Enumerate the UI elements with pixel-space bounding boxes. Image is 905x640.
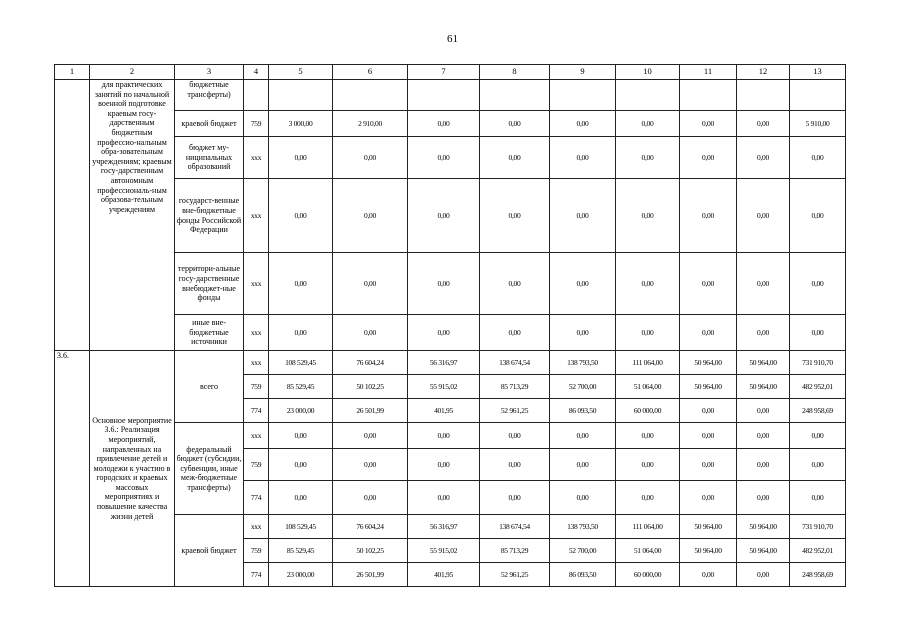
value-cell: 55 915,02 xyxy=(408,539,480,563)
value-cell: 0,00 xyxy=(616,253,680,315)
value-cell: 0,00 xyxy=(737,423,790,449)
column-header: 13 xyxy=(790,65,846,80)
column-header: 12 xyxy=(737,65,790,80)
value-cell: 50 964,00 xyxy=(737,375,790,399)
value-cell: 401,95 xyxy=(408,563,480,587)
value-cell: 482 952,01 xyxy=(790,539,846,563)
value-cell xyxy=(408,80,480,111)
value-cell: 0,00 xyxy=(408,315,480,351)
value-cell: 56 316,97 xyxy=(408,351,480,375)
code-cell: 774 xyxy=(244,563,269,587)
value-cell: 50 102,25 xyxy=(333,539,408,563)
funding-source: федеральный бюджет (субсидии, субвенции, иные меж-бюджетные трансферты) xyxy=(175,423,244,515)
value-cell: 108 529,45 xyxy=(269,351,333,375)
value-cell: 0,00 xyxy=(550,111,616,137)
code-cell: ххх xyxy=(244,315,269,351)
funding-source: всего xyxy=(175,351,244,423)
value-cell: 50 964,00 xyxy=(680,351,737,375)
value-cell: 0,00 xyxy=(737,179,790,253)
value-cell: 50 964,00 xyxy=(737,515,790,539)
value-cell: 0,00 xyxy=(408,111,480,137)
value-cell: 50 964,00 xyxy=(680,375,737,399)
value-cell: 51 064,00 xyxy=(616,375,680,399)
value-cell: 0,00 xyxy=(616,179,680,253)
value-cell: 0,00 xyxy=(550,481,616,515)
value-cell: 85 713,29 xyxy=(480,375,550,399)
value-cell: 23 000,00 xyxy=(269,563,333,587)
value-cell: 0,00 xyxy=(790,137,846,179)
value-cell: 0,00 xyxy=(333,253,408,315)
value-cell: 0,00 xyxy=(737,111,790,137)
value-cell: 0,00 xyxy=(333,315,408,351)
column-header: 2 xyxy=(90,65,175,80)
value-cell: 482 952,01 xyxy=(790,375,846,399)
value-cell: 50 964,00 xyxy=(737,351,790,375)
value-cell: 0,00 xyxy=(790,253,846,315)
value-cell: 0,00 xyxy=(616,315,680,351)
code-cell: ххх xyxy=(244,423,269,449)
code-cell: 759 xyxy=(244,449,269,481)
value-cell: 50 964,00 xyxy=(680,515,737,539)
value-cell: 0,00 xyxy=(737,137,790,179)
value-cell: 0,00 xyxy=(616,481,680,515)
value-cell: 0,00 xyxy=(480,449,550,481)
column-header: 4 xyxy=(244,65,269,80)
value-cell: 76 604,24 xyxy=(333,351,408,375)
value-cell: 0,00 xyxy=(737,399,790,423)
value-cell: 60 000,00 xyxy=(616,399,680,423)
value-cell: 76 604,24 xyxy=(333,515,408,539)
value-cell: 0,00 xyxy=(550,137,616,179)
value-cell: 0,00 xyxy=(616,449,680,481)
value-cell: 50 964,00 xyxy=(737,539,790,563)
value-cell: 0,00 xyxy=(737,315,790,351)
value-cell: 0,00 xyxy=(680,137,737,179)
column-header: 6 xyxy=(333,65,408,80)
measure-description: Основное мероприятие 3.6.: Реализация мероприятий, направленных на привлечение детей и молодежи к участию в городских и краевых массовых мероприятиях и повышение качества жизни детей xyxy=(90,351,175,587)
code-cell: 774 xyxy=(244,399,269,423)
value-cell: 85 529,45 xyxy=(269,539,333,563)
value-cell: 0,00 xyxy=(550,423,616,449)
value-cell: 0,00 xyxy=(680,111,737,137)
value-cell: 248 958,69 xyxy=(790,399,846,423)
value-cell: 0,00 xyxy=(408,253,480,315)
value-cell: 85 713,29 xyxy=(480,539,550,563)
column-header: 3 xyxy=(175,65,244,80)
value-cell: 731 910,70 xyxy=(790,351,846,375)
header-row xyxy=(55,65,846,80)
value-cell: 0,00 xyxy=(737,449,790,481)
value-cell: 0,00 xyxy=(408,179,480,253)
value-cell: 0,00 xyxy=(550,315,616,351)
code-cell: 759 xyxy=(244,111,269,137)
value-cell: 0,00 xyxy=(333,449,408,481)
value-cell: 0,00 xyxy=(480,423,550,449)
value-cell: 0,00 xyxy=(408,449,480,481)
value-cell xyxy=(480,80,550,111)
value-cell xyxy=(680,80,737,111)
value-cell: 50 102,25 xyxy=(333,375,408,399)
value-cell: 85 529,45 xyxy=(269,375,333,399)
value-cell: 0,00 xyxy=(680,481,737,515)
value-cell: 0,00 xyxy=(790,179,846,253)
value-cell: 5 910,00 xyxy=(790,111,846,137)
value-cell: 111 064,00 xyxy=(616,515,680,539)
column-header: 11 xyxy=(680,65,737,80)
value-cell: 0,00 xyxy=(480,253,550,315)
table-row xyxy=(55,80,846,111)
table-row xyxy=(55,351,846,375)
value-cell: 138 793,50 xyxy=(550,351,616,375)
value-cell: 26 501,99 xyxy=(333,399,408,423)
value-cell: 248 958,69 xyxy=(790,563,846,587)
value-cell: 0,00 xyxy=(790,315,846,351)
code-cell: ххх xyxy=(244,253,269,315)
row-number-cell xyxy=(55,80,90,351)
value-cell: 56 316,97 xyxy=(408,515,480,539)
value-cell: 0,00 xyxy=(333,179,408,253)
value-cell xyxy=(790,80,846,111)
page-number: 61 xyxy=(447,33,458,45)
value-cell: 0,00 xyxy=(790,423,846,449)
value-cell: 0,00 xyxy=(333,423,408,449)
code-cell: ххх xyxy=(244,179,269,253)
value-cell: 26 501,99 xyxy=(333,563,408,587)
column-header: 1 xyxy=(55,65,90,80)
value-cell: 138 674,54 xyxy=(480,351,550,375)
value-cell: 0,00 xyxy=(269,137,333,179)
value-cell: 0,00 xyxy=(680,563,737,587)
value-cell: 0,00 xyxy=(550,179,616,253)
value-cell: 0,00 xyxy=(737,481,790,515)
funding-source: краевой бюджет xyxy=(175,111,244,137)
value-cell xyxy=(550,80,616,111)
value-cell xyxy=(333,80,408,111)
value-cell: 0,00 xyxy=(737,563,790,587)
value-cell: 86 093,50 xyxy=(550,563,616,587)
value-cell: 0,00 xyxy=(790,481,846,515)
value-cell: 0,00 xyxy=(269,423,333,449)
value-cell: 0,00 xyxy=(269,481,333,515)
value-cell: 0,00 xyxy=(480,481,550,515)
value-cell: 0,00 xyxy=(269,253,333,315)
value-cell: 0,00 xyxy=(408,137,480,179)
row-number-cell: 3.6. xyxy=(55,351,90,587)
value-cell: 50 964,00 xyxy=(680,539,737,563)
value-cell: 111 064,00 xyxy=(616,351,680,375)
value-cell: 0,00 xyxy=(269,449,333,481)
value-cell: 0,00 xyxy=(333,137,408,179)
value-cell xyxy=(269,80,333,111)
value-cell xyxy=(737,80,790,111)
value-cell: 0,00 xyxy=(680,315,737,351)
budget-table xyxy=(54,64,846,587)
column-header: 10 xyxy=(616,65,680,80)
value-cell: 0,00 xyxy=(616,423,680,449)
value-cell: 731 910,70 xyxy=(790,515,846,539)
measure-description: для практических занятий по начальной военной подготовке краевым госу-дарственным бюджетным профессио-нальным обра-зовательным учреждениям; краевым госу-дарственным автономным профессиональ-ным образова-тельным учреждениям xyxy=(90,80,175,351)
value-cell: 0,00 xyxy=(616,137,680,179)
column-header: 7 xyxy=(408,65,480,80)
funding-source: бюджетные трансферты) xyxy=(175,80,244,111)
value-cell: 52 961,25 xyxy=(480,399,550,423)
value-cell: 0,00 xyxy=(680,179,737,253)
value-cell xyxy=(616,80,680,111)
funding-source: бюджет му-ниципальных образований xyxy=(175,137,244,179)
value-cell: 0,00 xyxy=(480,137,550,179)
value-cell: 401,95 xyxy=(408,399,480,423)
code-cell: 759 xyxy=(244,375,269,399)
value-cell: 0,00 xyxy=(550,449,616,481)
code-cell: 774 xyxy=(244,481,269,515)
value-cell: 52 961,25 xyxy=(480,563,550,587)
funding-source: краевой бюджет xyxy=(175,515,244,587)
value-cell: 0,00 xyxy=(408,481,480,515)
value-cell: 0,00 xyxy=(550,253,616,315)
value-cell: 51 064,00 xyxy=(616,539,680,563)
value-cell: 108 529,45 xyxy=(269,515,333,539)
value-cell: 0,00 xyxy=(680,399,737,423)
value-cell: 55 915,02 xyxy=(408,375,480,399)
value-cell: 52 700,00 xyxy=(550,539,616,563)
value-cell: 138 674,54 xyxy=(480,515,550,539)
column-header: 8 xyxy=(480,65,550,80)
value-cell: 0,00 xyxy=(680,423,737,449)
value-cell: 23 000,00 xyxy=(269,399,333,423)
funding-source: государст-венные вне-бюджетные фонды Российской Федерации xyxy=(175,179,244,253)
value-cell: 0,00 xyxy=(680,449,737,481)
funding-source: территори-альные госу-дарственные внебюджет-ные фонды xyxy=(175,253,244,315)
value-cell: 86 093,50 xyxy=(550,399,616,423)
value-cell: 0,00 xyxy=(408,423,480,449)
value-cell: 2 910,00 xyxy=(333,111,408,137)
code-cell: ххх xyxy=(244,351,269,375)
value-cell: 0,00 xyxy=(480,179,550,253)
value-cell: 60 000,00 xyxy=(616,563,680,587)
code-cell: ххх xyxy=(244,515,269,539)
value-cell: 0,00 xyxy=(480,111,550,137)
value-cell: 0,00 xyxy=(737,253,790,315)
value-cell: 0,00 xyxy=(269,315,333,351)
value-cell: 0,00 xyxy=(616,111,680,137)
value-cell: 0,00 xyxy=(333,481,408,515)
value-cell: 52 700,00 xyxy=(550,375,616,399)
code-cell: ххх xyxy=(244,137,269,179)
funding-source: иные вне-бюджетные источники xyxy=(175,315,244,351)
value-cell: 138 793,50 xyxy=(550,515,616,539)
value-cell: 0,00 xyxy=(680,253,737,315)
value-cell: 0,00 xyxy=(790,449,846,481)
value-cell: 3 000,00 xyxy=(269,111,333,137)
column-header: 9 xyxy=(550,65,616,80)
column-header: 5 xyxy=(269,65,333,80)
value-cell: 0,00 xyxy=(480,315,550,351)
code-cell: 759 xyxy=(244,539,269,563)
value-cell: 0,00 xyxy=(269,179,333,253)
code-cell xyxy=(244,80,269,111)
